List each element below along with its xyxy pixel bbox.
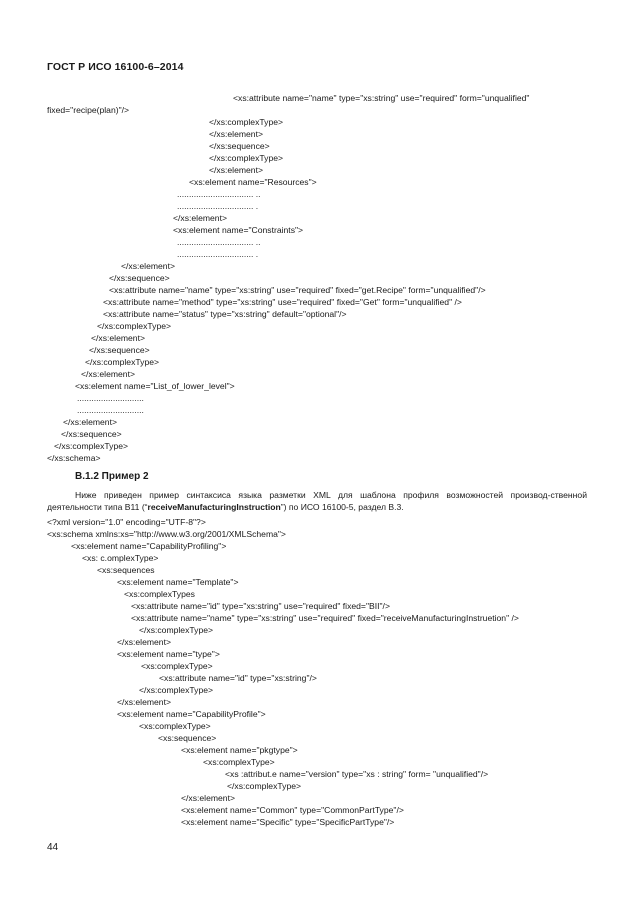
code-line: </xs:complexType> [139, 625, 214, 635]
code-line: </xs:sequence> [61, 429, 122, 439]
code-line: <xs:complexType> [141, 661, 213, 671]
paragraph-text-end: ”) по ИСО 16100-5, раздел В.3. [280, 502, 404, 512]
code-line: <xs:element name="CapabilityProfiling"> [71, 541, 227, 551]
paragraph-text-start: Ниже приведен пример синтаксиса языка разметки XML для шаблона профиля возможностей производ-ственной деятельности типа B11 (“ [47, 490, 587, 512]
paragraph-bold-term: receiveManufacturingInstruction [147, 502, 281, 512]
code-line: </xs:complexType> [97, 321, 172, 331]
code-line: ................................ . [177, 249, 259, 259]
code-line: ............................ [77, 393, 144, 403]
code-line: <xs:attribute name="name" type="xs:string" use="required" fixed="get.Recipe" form="unqualified"/> [109, 285, 486, 295]
code-line: fixed="recipe(plan)"/> [47, 105, 130, 115]
document-header: ГОСТ Р ИСО 16100-6–2014 [47, 61, 184, 73]
code-line: <?xml version="1.0" encoding="UTF-8"?> [47, 517, 206, 527]
code-line: <xs:sequence> [158, 733, 217, 743]
code-line: <xs:schema xmlns:xs="http://www.w3.org/2001/XMLSchema"> [47, 529, 286, 539]
code-line: <xs:element name="Template"> [117, 577, 239, 587]
code-line: <xs: c.omplexType> [82, 553, 159, 563]
page-number: 44 [47, 842, 59, 853]
code-line: <xs:element name="Resources"> [189, 177, 317, 187]
code-line: </xs:complexType> [209, 117, 284, 127]
code-line: <xs:element name="CapabilityProfile"> [117, 709, 266, 719]
code-line: <xs:attribute name="id" type="xs:string"/> [159, 673, 317, 683]
code-line: </xs:element> [117, 697, 171, 707]
code-line: </xs:element> [63, 417, 117, 427]
code-line: <xs:sequences [97, 565, 155, 575]
code-line: <xs:attribute name="id" type="xs:string" use="required" fixed="BII"/> [131, 601, 390, 611]
code-line: <xs:attribute name="name" type="xs:string" use="required" form="unqualified" [233, 93, 530, 103]
code-line: <xs:element name="type"> [117, 649, 220, 659]
code-line: <xs:attribute name="name" type="xs:string" use="required" fixed="receiveManufacturingInstruetion" /> [131, 613, 519, 623]
code-line: </xs:complexType> [54, 441, 129, 451]
code-line: </xs:element> [173, 213, 227, 223]
code-line: <xs:element name="Constraints"> [173, 225, 304, 235]
code-line: </xs:element> [81, 369, 135, 379]
code-line: <xs:complexTypes [124, 589, 195, 599]
code-line: <xs:complexType> [203, 757, 275, 767]
code-line: ............................ [77, 405, 144, 415]
code-line: </xs:element> [117, 637, 171, 647]
code-line: </xs:element> [209, 165, 263, 175]
code-line: </xs:element> [91, 333, 145, 343]
code-line: <xs:element name="pkgtype"> [181, 745, 298, 755]
code-line: <xs:complexType> [139, 721, 211, 731]
code-line: </xs:sequence> [209, 141, 270, 151]
code-line: ................................ . [177, 201, 259, 211]
code-line: </xs:element> [121, 261, 175, 271]
section-title: В.1.2 Пример 2 [75, 471, 149, 482]
code-line: </xs:element> [209, 129, 263, 139]
code-line: <xs:element name="Common" type="CommonPartType"/> [181, 805, 404, 815]
code-line: </xs:complexType> [85, 357, 160, 367]
code-line: </xs:element> [181, 793, 235, 803]
code-line: </xs:complexType> [209, 153, 284, 163]
code-line: <xs :attribut.e name="version" type="xs : string" form= "unqualified"/> [225, 769, 489, 779]
code-line: <xs:element name="Specific" type="SpecificPartType"/> [181, 817, 395, 827]
code-line: </xs:sequence> [89, 345, 150, 355]
code-line: </xs:complexType> [227, 781, 302, 791]
code-line: <xs:attribute name="status" type="xs:string" default="optional"/> [103, 309, 347, 319]
code-line: <xs:attribute name="method" type="xs:string" use="required" fixed="Get" form="unqualified" /> [103, 297, 462, 307]
code-line: </xs:schema> [47, 453, 101, 463]
code-line: ................................ .. [177, 189, 261, 199]
code-line: </xs:complexType> [139, 685, 214, 695]
code-line: </xs:sequence> [109, 273, 170, 283]
code-line: ................................ .. [177, 237, 261, 247]
code-line: <xs:element name="List_of_lower_level"> [75, 381, 235, 391]
